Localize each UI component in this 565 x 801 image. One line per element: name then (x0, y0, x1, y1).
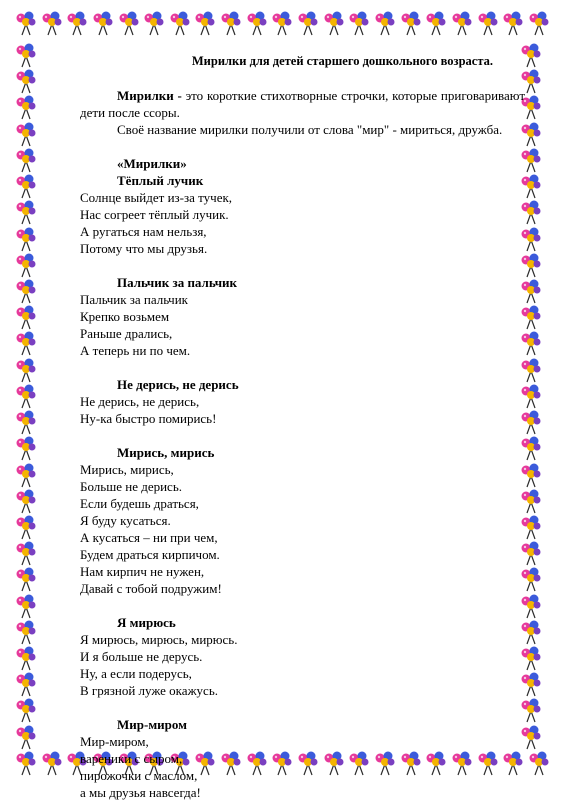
balloon-bunch-icon (14, 488, 46, 514)
poem-line: В грязной луже окажусь. (80, 683, 218, 698)
poem-title: Не дерись, не дерись (117, 377, 239, 392)
balloon-bunch-icon (40, 10, 64, 42)
document-page (80, 53, 525, 801)
balloon-bunch-icon (14, 252, 46, 278)
poem-line: пирожочки с маслом, (80, 768, 198, 783)
intro-origin: Своё название мирилки получили от слова "мир" - мириться, дружба. (117, 122, 503, 137)
balloon-bunch-icon (501, 10, 525, 42)
balloon-bunch-icon (476, 10, 500, 42)
balloon-bunch-icon (527, 750, 551, 782)
poem-line: А кусаться – ни при чем, (80, 530, 218, 545)
poem-title: Мир-миром (117, 717, 188, 732)
balloon-bunch-icon (14, 94, 46, 120)
poem-title: Мирись, мирись (117, 445, 215, 460)
poem-line: вареники с сыром, (80, 751, 183, 766)
poem-line: Больше не дерись. (80, 479, 183, 494)
balloon-bunch-icon (424, 10, 448, 42)
balloon-bunch-icon (245, 10, 269, 42)
poem-line: Я мирюсь, мирюсь, мирюсь. (80, 632, 238, 647)
balloon-bunch-icon (14, 462, 46, 488)
balloon-bunch-icon (270, 10, 294, 42)
balloon-bunch-icon (373, 10, 397, 42)
poem (80, 444, 525, 597)
poem (80, 614, 525, 699)
poem (80, 172, 525, 257)
document-title: Мирилки для детей старшего дошкольного возраста. (191, 54, 493, 68)
balloon-bunch-icon (14, 750, 38, 782)
poem-line: Я буду кусаться. (80, 513, 171, 528)
poem-line: Крепко возьмем (80, 309, 170, 324)
balloon-bunch-icon (40, 750, 64, 782)
balloon-bunch-icon (14, 619, 46, 645)
balloon-bunch-icon (14, 593, 46, 619)
balloon-bunch-icon (14, 645, 46, 671)
poem-line: Мирись, мирись, (80, 462, 174, 477)
balloon-bunch-icon (65, 10, 89, 42)
poem (80, 376, 525, 427)
poem-line: Ну-ка быстро помирись! (80, 411, 217, 426)
poem-line: Нас согреет тёплый лучик. (80, 207, 229, 222)
balloon-bunch-icon (14, 724, 46, 750)
balloon-bunch-icon (117, 10, 141, 42)
balloon-bunch-icon (322, 10, 346, 42)
balloon-bunch-icon (14, 697, 46, 723)
balloon-bunch-icon (14, 173, 46, 199)
balloon-bunch-icon (14, 147, 46, 173)
balloon-bunch-icon (527, 10, 551, 42)
border-left (14, 42, 46, 750)
poem-title: Я мирюсь (117, 615, 176, 630)
poem-line: И я больше не дерусь. (80, 649, 203, 664)
poem-line: Нам кирпич не нужен, (80, 564, 205, 579)
balloon-bunch-icon (14, 304, 46, 330)
intro-definition-text: это короткие стихотворные строчки, которые приговаривают дети после ссоры. (80, 88, 525, 120)
balloon-bunch-icon (14, 10, 38, 42)
balloon-bunch-icon (14, 199, 46, 225)
poem-line: Солнце выйдет из-за тучек, (80, 190, 233, 205)
poem-line: Раньше дрались, (80, 326, 173, 341)
balloon-bunch-icon (14, 383, 46, 409)
poem-line: Мир-миром, (80, 734, 149, 749)
balloon-bunch-icon (14, 566, 46, 592)
balloon-bunch-icon (296, 10, 320, 42)
poem-title: Пальчик за пальчик (117, 275, 238, 290)
balloon-bunch-icon (14, 68, 46, 94)
balloon-bunch-icon (219, 10, 243, 42)
balloon-bunch-icon (14, 514, 46, 540)
poem-line: Не дерись, не дерись, (80, 394, 200, 409)
balloon-bunch-icon (14, 540, 46, 566)
intro-definition (80, 87, 525, 121)
balloon-bunch-icon (193, 10, 217, 42)
poem-line: Если будешь драться, (80, 496, 199, 511)
poem-line: Давай с тобой подружим! (80, 581, 222, 596)
balloon-bunch-icon (399, 10, 423, 42)
balloon-bunch-icon (347, 10, 371, 42)
balloon-bunch-icon (450, 10, 474, 42)
poem-line: Ну, а если подерусь, (80, 666, 192, 681)
poem-list (80, 172, 525, 801)
poem-line: А теперь ни по чем. (80, 343, 191, 358)
poem-line: а мы друзья навсегда! (80, 785, 201, 800)
collection-title: «Мирилки» (117, 156, 187, 171)
poem-line: А ругаться нам нельзя, (80, 224, 207, 239)
balloon-bunch-icon (14, 121, 46, 147)
balloon-bunch-icon (14, 330, 46, 356)
poem (80, 274, 525, 359)
poem-line: Будем драться кирпичом. (80, 547, 220, 562)
balloon-bunch-icon (168, 10, 192, 42)
intro-term: Мирилки - (117, 88, 182, 103)
balloon-bunch-icon (91, 10, 115, 42)
balloon-bunch-icon (14, 42, 46, 68)
poem-title: Тёплый лучик (117, 173, 204, 188)
poem (80, 716, 525, 801)
balloon-bunch-icon (14, 435, 46, 461)
balloon-bunch-icon (14, 357, 46, 383)
border-top (14, 10, 551, 42)
poem-line: Пальчик за пальчик (80, 292, 188, 307)
balloon-bunch-icon (142, 10, 166, 42)
balloon-bunch-icon (14, 278, 46, 304)
balloon-bunch-icon (14, 226, 46, 252)
poem-line: Потому что мы друзья. (80, 241, 208, 256)
balloon-bunch-icon (14, 671, 46, 697)
balloon-bunch-icon (14, 409, 46, 435)
